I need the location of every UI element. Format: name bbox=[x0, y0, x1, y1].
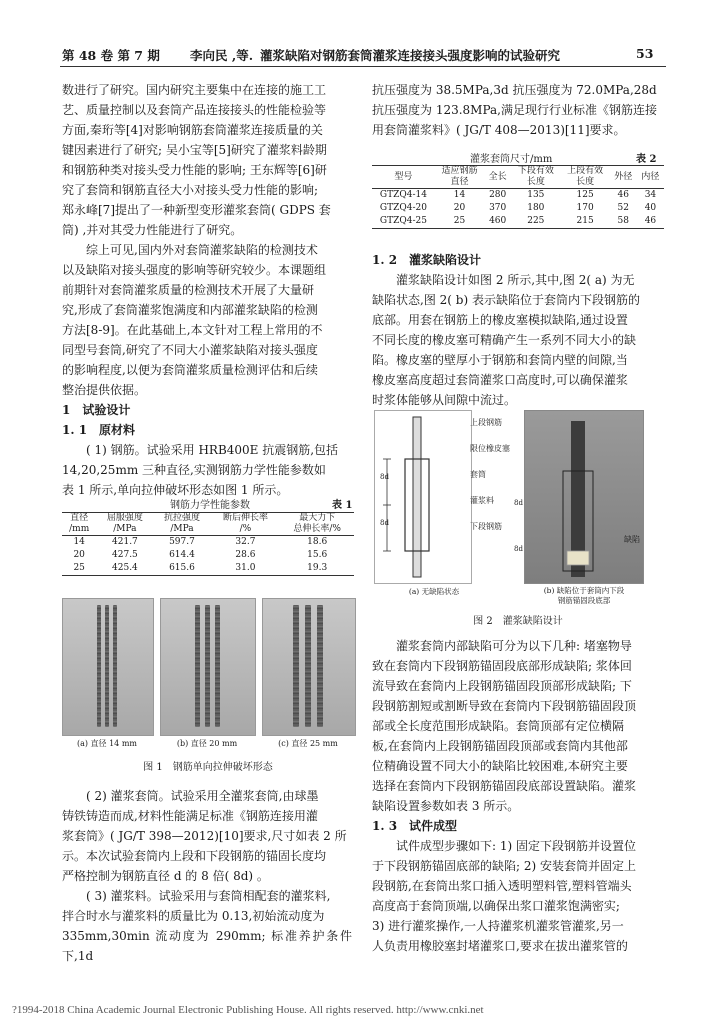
text-line: 底部。用套在钢筋上的橡皮塞模拟缺陷,通过设置 bbox=[372, 313, 628, 327]
text-line: 位精确设置不同大小的缺陷比较困难,本研究主要 bbox=[372, 759, 628, 773]
text-line: ( 3) 灌浆料。试验采用与套筒相配套的灌浆料, bbox=[86, 889, 331, 903]
text-line: 同型号套筒,研究了不同大小灌浆缺陷对接头强度 bbox=[62, 343, 318, 357]
text-line: 不同长度的橡皮塞可精确产生一系列不同大小的缺 bbox=[372, 333, 637, 347]
table-cell: 40 bbox=[644, 203, 657, 213]
table-cell: 34 bbox=[644, 190, 657, 200]
table-cell: 170 bbox=[576, 203, 594, 213]
fig2b-label: (b) 缺陷位于套筒内下段 钢筋锚固段底部 bbox=[543, 586, 625, 605]
text-line: 部或全长度范围形成缺陷。套筒顶部有定位横隔 bbox=[372, 719, 625, 733]
right-column-lower bbox=[372, 636, 662, 956]
text-line: 缺陷设置参数如表 3 所示。 bbox=[372, 799, 520, 813]
sleeve-paragraph bbox=[62, 786, 352, 886]
table-cell: 614.4 bbox=[169, 550, 195, 560]
fig2b-photo bbox=[524, 410, 644, 584]
text-line: 示。本次试验套筒内上段和下段钢筋的锚固长度均 bbox=[62, 849, 327, 863]
text-line: 段钢筋,在套筒出浆口插入透明塑料管,塑料管端头 bbox=[372, 879, 632, 893]
text-line: 致在套筒内下段钢筋锚固段底部形成缺陷; 浆体回 bbox=[372, 659, 632, 673]
table-cell: GTZQ4-25 bbox=[379, 216, 427, 226]
table-cell: 52 bbox=[617, 203, 629, 213]
table-header-cell: 断后伸长率 /% bbox=[211, 513, 281, 536]
dim-label: 8d bbox=[514, 499, 523, 507]
left-column bbox=[62, 80, 352, 500]
table-cell: 20 bbox=[73, 550, 85, 560]
table-cell: 14 bbox=[73, 537, 85, 547]
table-row bbox=[62, 562, 354, 576]
header-title: 灌浆缺陷对钢筋套筒灌浆连接接头强度影响的试验研究 bbox=[260, 48, 561, 63]
section-1-3-heading: 1. 3 试件成型 bbox=[372, 819, 458, 833]
table-cell: GTZQ4-14 bbox=[379, 190, 427, 200]
text-line: 人负责用橡胶塞封堵灌浆口,要求在拔出灌浆管的 bbox=[372, 939, 628, 953]
text-line: 究,形成了套筒灌浆饱满度和内部灌浆缺陷的检测 bbox=[62, 303, 318, 317]
label-stopper: 限位橡皮塞 bbox=[470, 444, 510, 453]
table-row bbox=[372, 215, 664, 229]
text-line: 方面,秦珩等[4]对影响钢筋套筒灌浆连接质量的关 bbox=[62, 123, 323, 137]
dim-label: 8d bbox=[380, 519, 389, 527]
fig1a-photo bbox=[62, 598, 154, 736]
label-upper-rebar: 上段钢筋 bbox=[470, 418, 502, 427]
text-line: 究了套筒和钢筋直径大小对接头受力性能的影响; bbox=[62, 183, 319, 197]
text-line: 拌合时水与灌浆料的质量比为 0.13,初始流动度为 bbox=[62, 909, 325, 923]
table-header-cell: 内径 bbox=[637, 166, 664, 189]
table-cell: 225 bbox=[527, 216, 545, 226]
table2-title: 灌浆套筒尺寸/mm bbox=[470, 154, 553, 165]
table-cell: 180 bbox=[527, 203, 545, 213]
table-cell: 425.4 bbox=[112, 563, 138, 573]
table-header-cell: 抗拉强度 /MPa bbox=[153, 513, 210, 536]
table-cell: 597.7 bbox=[169, 537, 195, 547]
label-defect: 缺陷 bbox=[624, 535, 640, 544]
text-line: 严格控制为钢筋直径 d 的 8 倍( 8d) 。 bbox=[62, 869, 269, 883]
header-rule bbox=[60, 66, 666, 67]
fig2-caption: 图 2 灌浆缺陷设计 bbox=[473, 616, 563, 627]
fig1b-photo bbox=[160, 598, 256, 736]
table-header-cell: 全长 bbox=[484, 166, 511, 189]
summary-paragraph bbox=[62, 240, 352, 400]
table-cell: 14 bbox=[453, 190, 466, 200]
table-cell: 31.0 bbox=[235, 563, 256, 573]
forming-paragraph bbox=[372, 836, 662, 956]
table-header-cell: 直径 /mm bbox=[62, 513, 96, 536]
text-line: 抗压强度为 38.5MPa,3d 抗压强度为 72.0MPa,28d bbox=[372, 83, 657, 97]
text-line: 于下段钢筋锚固底部的缺陷; 2) 安装套筒并固定上 bbox=[372, 859, 636, 873]
table-row bbox=[62, 536, 354, 550]
table-cell: 215 bbox=[576, 216, 594, 226]
section-1-1-heading: 1. 1 原材料 bbox=[62, 423, 136, 437]
table-cell: 20 bbox=[453, 203, 466, 213]
table-header-cell: 上段有效 长度 bbox=[560, 166, 609, 189]
text-line: 和钢筋种类对接头受力性能的影响; 王东辉等[6]研 bbox=[62, 163, 327, 177]
table-cell: 370 bbox=[489, 203, 507, 213]
text-line: 的影响程度,以便为套筒灌浆质量检测评估和后续 bbox=[62, 363, 318, 377]
section-1-2-heading: 1. 2 灌浆缺陷设计 bbox=[372, 253, 482, 267]
table-cell: 135 bbox=[527, 190, 545, 200]
text-line: 整治提供依据。 bbox=[62, 383, 147, 397]
fig1c-photo bbox=[262, 598, 356, 736]
table-cell: 32.7 bbox=[235, 537, 256, 547]
text-line: 14,20,25mm 三种直径,实测钢筋力学性能参数如 bbox=[62, 463, 326, 477]
fig1-caption: 图 1 钢筋单向拉伸破坏形态 bbox=[143, 762, 273, 773]
text-line: ( 2) 灌浆套筒。试验采用全灌浆套筒,由球墨 bbox=[86, 789, 319, 803]
label-grout: 灌浆料 bbox=[470, 496, 494, 505]
grout-continued-paragraph bbox=[372, 80, 662, 140]
header-authors: 李向民 ,等. bbox=[190, 48, 254, 63]
table-cell: 15.6 bbox=[307, 550, 328, 560]
dim-label: 8d bbox=[380, 473, 389, 481]
text-line: 方法[8-9]。在此基础上,本文针对工程上常用的不 bbox=[62, 323, 323, 337]
defect-stopper-shape bbox=[567, 551, 589, 565]
internal-defect-paragraph bbox=[372, 636, 662, 816]
table-header-cell: 下段有效 长度 bbox=[511, 166, 560, 189]
table-cell: 280 bbox=[489, 190, 507, 200]
text-line: 前期针对套筒灌浆质量的检测技术开展了大量研 bbox=[62, 283, 315, 297]
right-column-mid bbox=[372, 250, 662, 410]
label-lower-rebar: 下段钢筋 bbox=[470, 522, 502, 531]
text-line: 键因素进行了研究; 吴小宝等[5]研究了灌浆料龄期 bbox=[62, 143, 327, 157]
text-line: 陷。橡皮塞的壁厚小于钢筋和套筒内壁的间隙,当 bbox=[372, 353, 628, 367]
text-line: 铸铁铸造而成,材料性能满足标准《钢筋连接用灌 bbox=[62, 809, 318, 823]
table-cell: 19.3 bbox=[307, 563, 328, 573]
table-header-cell: 型号 bbox=[372, 166, 435, 189]
table-cell: 46 bbox=[644, 216, 657, 226]
text-line: 流导致在套筒内上段钢筋锚固段顶部形成缺陷; 下 bbox=[372, 679, 632, 693]
table2-label: 表 2 bbox=[636, 154, 657, 165]
text-line: 艺、质量控制以及套筒产品连接接头的性能检验等 bbox=[62, 103, 327, 117]
text-line: 高度高于套筒顶端,以确保出浆口灌浆饱满密实; bbox=[372, 899, 620, 913]
left-column-lower bbox=[62, 786, 352, 966]
dim-label: 8d bbox=[514, 545, 523, 553]
text-line: 郑永峰[7]提出了一种新型变形灌浆套筒( GDPS 套 bbox=[62, 203, 331, 217]
table1 bbox=[62, 512, 354, 576]
table-cell: 25 bbox=[73, 563, 85, 573]
grout-paragraph bbox=[62, 886, 352, 966]
right-column-top bbox=[372, 80, 662, 140]
text-line: ( 1) 钢筋。试验采用 HRB400E 抗震钢筋,包括 bbox=[86, 443, 339, 457]
text-line: 灌浆缺陷设计如图 2 所示,其中,图 2( a) 为无 bbox=[396, 273, 635, 287]
label-sleeve: 套筒 bbox=[470, 470, 486, 479]
table-header-cell: 屈服强度 /MPa bbox=[96, 513, 153, 536]
table-header-cell: 外径 bbox=[610, 166, 637, 189]
text-line: 段钢筋割短或割断导致在套筒内下段钢筋锚固段顶 bbox=[372, 699, 637, 713]
page-number: 53 bbox=[636, 46, 654, 61]
defect-paragraph bbox=[372, 270, 662, 410]
fig1a-label: (a) 直径 14 mm bbox=[77, 739, 137, 748]
text-line: 表 1 所示,单向拉伸破坏形态如图 1 所示。 bbox=[62, 483, 289, 497]
table-cell: 421.7 bbox=[112, 537, 138, 547]
intro-paragraph bbox=[62, 80, 352, 240]
table-cell: 46 bbox=[617, 190, 629, 200]
fig2b-dims bbox=[514, 480, 523, 572]
text-line: 时浆体能够从间隙中流过。 bbox=[372, 393, 517, 407]
fig2-labels bbox=[470, 410, 510, 540]
fig2-dims bbox=[380, 454, 389, 546]
rebar-shape bbox=[413, 417, 421, 577]
table-cell: 18.6 bbox=[307, 537, 328, 547]
text-line: 缺陷状态,图 2( b) 表示缺陷位于套筒内下段钢筋的 bbox=[372, 293, 640, 307]
text-line: 335mm,30min 流动度为 290mm; 标准养护条件下,1d bbox=[62, 929, 352, 963]
text-line: 数进行了研究。国内研究主要集中在连接的施工工 bbox=[62, 83, 327, 97]
text-line: 3) 进行灌浆操作,一人持灌浆机灌浆管灌浆,另一 bbox=[372, 919, 624, 933]
table-cell: 427.5 bbox=[112, 550, 138, 560]
table1-title: 钢筋力学性能参数 bbox=[170, 500, 250, 511]
section-1-heading: 1 试验设计 bbox=[62, 403, 131, 417]
journal-issue: 第 48 卷 第 7 期 bbox=[62, 48, 160, 63]
text-line: 橡皮塞高度超过套筒灌浆口高度时,可以确保灌浆 bbox=[372, 373, 628, 387]
steel-paragraph bbox=[62, 440, 352, 500]
table-row bbox=[372, 189, 664, 203]
table-row bbox=[372, 202, 664, 215]
text-line: 用套筒灌浆料》( JG/T 408—2013)[11]要求。 bbox=[372, 123, 626, 137]
table-cell: 460 bbox=[489, 216, 507, 226]
table-row bbox=[62, 549, 354, 562]
fig2a-label: (a) 无缺陷状态 bbox=[408, 587, 460, 596]
table2 bbox=[372, 165, 664, 229]
text-line: 浆套筒》( JG/T 398—2012)[10]要求,尺寸如表 2 所 bbox=[62, 829, 347, 843]
text-line: 抗压强度为 123.8MPa,满足现行行业标准《钢筋连接 bbox=[372, 103, 657, 117]
table-cell: 125 bbox=[576, 190, 594, 200]
text-line: 筒) ,并对其受力性能进行了研究。 bbox=[62, 223, 243, 237]
fig1b-label: (b) 直径 20 mm bbox=[176, 739, 238, 748]
table-cell: GTZQ4-20 bbox=[379, 203, 427, 213]
text-line: 选择在套筒内下段钢筋锚固段底部设置缺陷。灌浆 bbox=[372, 779, 637, 793]
table-cell: 615.6 bbox=[169, 563, 195, 573]
text-line: 以及缺陷对接头强度的影响等研究较少。本课题组 bbox=[62, 263, 327, 277]
text-line: 试件成型步骤如下: 1) 固定下段钢筋并设置位 bbox=[396, 839, 636, 853]
table-cell: 25 bbox=[453, 216, 466, 226]
text-line: 综上可见,国内外对套筒灌浆缺陷的检测技术 bbox=[86, 243, 318, 257]
text-line: 灌浆套筒内部缺陷可分为以下几种: 堵塞物导 bbox=[396, 639, 632, 653]
table-header-cell: 适应钢筋 直径 bbox=[435, 166, 484, 189]
copyright-footer: ?1994-2018 China Academic Journal Electronic Publishing House. All rights reserved. http://www.cnki.net bbox=[12, 1004, 484, 1016]
table-cell: 28.6 bbox=[235, 550, 256, 560]
table1-label: 表 1 bbox=[332, 500, 353, 511]
table-cell: 58 bbox=[617, 216, 629, 226]
fig1c-label: (c) 直径 25 mm bbox=[278, 739, 338, 748]
text-line: 板,在套筒内上段钢筋锚固段顶部或套筒内其他部 bbox=[372, 739, 628, 753]
table-header-cell: 最大力下 总伸长率/% bbox=[280, 513, 354, 536]
